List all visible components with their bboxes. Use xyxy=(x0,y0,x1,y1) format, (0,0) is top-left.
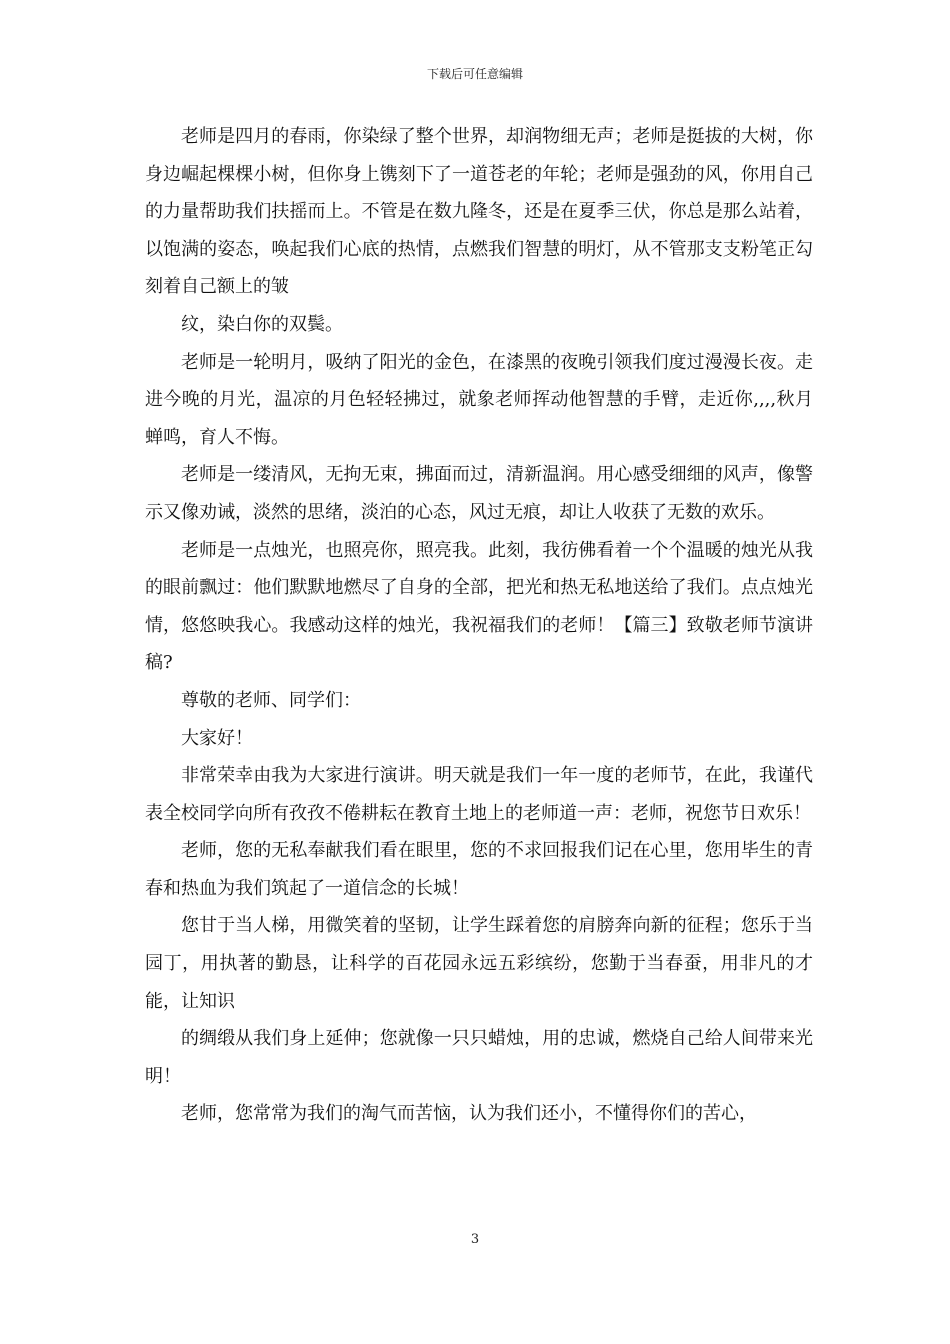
paragraph: 老师是一轮明月，吸纳了阳光的金色，在漆黑的夜晚引领我们度过漫漫长夜。走进今晚的月光，温凉的月色轻轻拂过，就象老师挥动他智慧的手臂，走近你,,,,秋月蝉鸣，育人不悔。 xyxy=(145,351,813,448)
paragraph: 您甘于当人梯，用微笑着的坚韧，让学生踩着您的肩膀奔向新的征程；您乐于当园丁，用执著的勤恳，让科学的百花园永远五彩缤纷，您勤于当春蚕，用非凡的才能，让知识 xyxy=(145,915,813,1012)
paragraph: 老师，您常常为我们的淘气而苦恼，认为我们还小，不懂得你们的苦心， xyxy=(181,1103,757,1125)
paragraph: 大家好！ xyxy=(181,727,253,749)
page-header: 下载后可任意编辑 xyxy=(426,67,523,81)
paragraph: 尊敬的老师、同学们： xyxy=(181,689,361,711)
paragraph: 老师，您的无私奉献我们看在眼里，您的不求回报我们记在心里，您用毕生的青春和热血为我们筑起了一道信念的长城！ xyxy=(145,840,813,899)
paragraph: 的绸缎从我们身上延伸；您就像一只只蜡烛，用的忠诚，燃烧自己给人间带来光明！ xyxy=(145,1028,813,1087)
paragraph: 非常荣幸由我为大家进行演讲。明天就是我们一年一度的老师节，在此，我谨代表全校同学向所有孜孜不倦耕耘在教育土地上的老师道一声：老师，祝您节日欢乐！ xyxy=(145,765,813,824)
paragraph: 老师是一点烛光，也照亮你，照亮我。此刻，我彷佛看着一个个温暖的烛光从我的眼前飘过：他们默默地燃尽了自身的全部，把光和热无私地送给了我们。点点烛光情，悠悠映我心。我感动这样的烛光，我祝福我们的老师！【篇三】致敬老师节演讲稿? xyxy=(145,539,813,674)
paragraph: 老师是四月的春雨，你染绿了整个世界，却润物细无声；老师是挺拔的大树，你身边崛起棵棵小树，但你身上镌刻下了一道苍老的年轮；老师是强劲的风，你用自己的力量帮助我们扶摇而上。不管是在数九隆冬，还是在夏季三伏，你总是那么站着，以饱满的姿态，唤起我们心底的热情，点燃我们智慧的明灯，从不管那支支粉笔正勾刻着自己额上的皱 xyxy=(145,126,813,298)
paragraph: 纹，染白你的双鬓。 xyxy=(181,313,343,335)
page-number: 3 xyxy=(470,1232,480,1247)
paragraph: 老师是一缕清风，无拘无束，拂面而过，清新温润。用心感受细细的风声，像警示又像劝诫，淡然的思绪，淡泊的心态，风过无痕，却让人收获了无数的欢乐。 xyxy=(145,464,813,523)
document-body xyxy=(145,118,813,1133)
